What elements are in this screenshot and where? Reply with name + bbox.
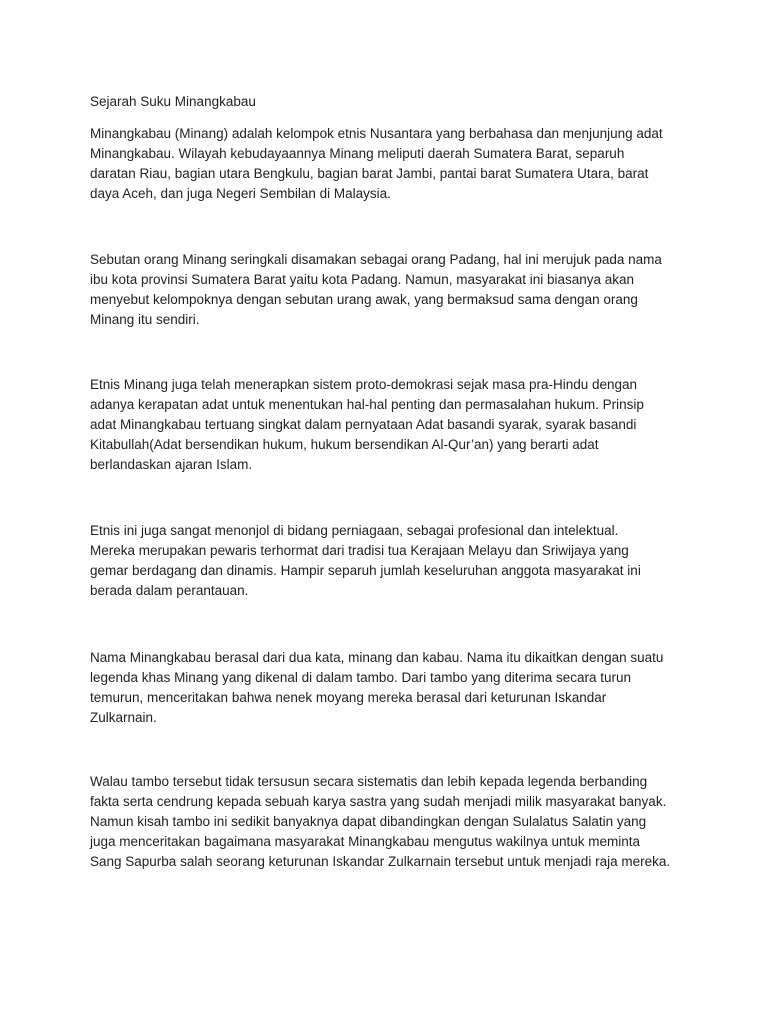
paragraph-line: menyebut kelompoknya dengan sebutan urang awak, yang bermaksud sama dengan orang [90, 292, 638, 308]
paragraph-line: daratan Riau, bagian utara Bengkulu, bagian barat Jambi, pantai barat Sumatera Utara, barat [90, 166, 649, 182]
paragraph-line: berada dalam perantauan. [90, 583, 249, 599]
paragraph-line: Namun kisah tambo ini sedikit banyaknya dapat dibandingkan dengan Sulalatus Salatin yang [90, 814, 647, 830]
paragraph-line: Etnis ini juga sangat menonjol di bidang perniagaan, sebagai profesional dan intelektual. [90, 523, 619, 538]
paragraph-line: adat Minangkabau tertuang singkat dalam pernyataan Adat basandi syarak, syarak basandi [90, 417, 637, 433]
paragraph-line: Etnis Minang juga telah menerapkan sistem proto-demokrasi sejak masa pra-Hindu dengan [90, 377, 638, 392]
paragraph-line: Minangkabau. Wilayah kebudayaannya Minang meliputi daerah Sumatera Barat, separuh [90, 146, 625, 162]
paragraph-line: Minangkabau (Minang) adalah kelompok etnis Nusantara yang berbahasa dan menjunjung adat [90, 126, 663, 141]
document-title: Sejarah Suku Minangkabau [90, 94, 256, 109]
paragraph-line: daya Aceh, dan juga Negeri Sembilan di Malaysia. [90, 186, 391, 202]
paragraph-line: Kitabullah(Adat bersendikan hukum, hukum bersendikan Al-Qur’an) yang berarti adat [90, 437, 599, 453]
paragraph-5 [90, 648, 663, 728]
paragraph-line: Minang itu sendiri. [90, 312, 200, 328]
paragraph-line: Zulkarnain. [90, 710, 157, 726]
paragraph-6 [90, 772, 670, 872]
paragraph-line: Sebutan orang Minang seringkali disamakan sebagai orang Padang, hal ini merujuk pada nama [90, 252, 662, 267]
paragraph-line: legenda khas Minang yang dikenal di dalam tambo. Dari tambo yang diterima secara turun [90, 670, 632, 686]
paragraph-line: Mereka merupakan pewaris terhormat dari tradisi tua Kerajaan Melayu dan Sriwijaya yang [90, 543, 629, 559]
paragraph-line: adanya kerapatan adat untuk menentukan hal-hal penting dan permasalahan hukum. Prinsip [90, 397, 644, 413]
paragraph-1 [90, 124, 663, 204]
paragraph-line: berlandaskan ajaran Islam. [90, 457, 253, 473]
paragraph-line: Nama Minangkabau berasal dari dua kata, minang dan kabau. Nama itu dikaitkan dengan suatu [90, 650, 664, 665]
paragraph-line: gemar berdagang dan dinamis. Hampir separuh jumlah keseluruhan anggota masyarakat ini [90, 563, 641, 579]
paragraph-4 [90, 521, 641, 601]
paragraph-line: Walau tambo tersebut tidak tersusun secara sistematis dan lebih kepada legenda berbanding [90, 774, 648, 789]
paragraph-line: temurun, menceritakan bahwa nenek moyang mereka berasal dari keturunan Iskandar [90, 690, 607, 706]
paragraph-line: Sang Sapurba salah seorang keturunan Iskandar Zulkarnain tersebut untuk menjadi raja mereka. [90, 854, 671, 870]
paragraph-3 [90, 375, 644, 475]
paragraph-line: fakta serta cendrung kepada sebuah karya sastra yang sudah menjadi milik masyarakat banyak. [90, 794, 667, 810]
paragraph-2 [90, 250, 662, 330]
paragraph-line: juga menceritakan bagaimana masyarakat Minangkabau mengutus wakilnya untuk meminta [90, 834, 641, 850]
paragraph-line: ibu kota provinsi Sumatera Barat yaitu kota Padang. Namun, masyarakat ini biasanya akan [90, 272, 635, 288]
